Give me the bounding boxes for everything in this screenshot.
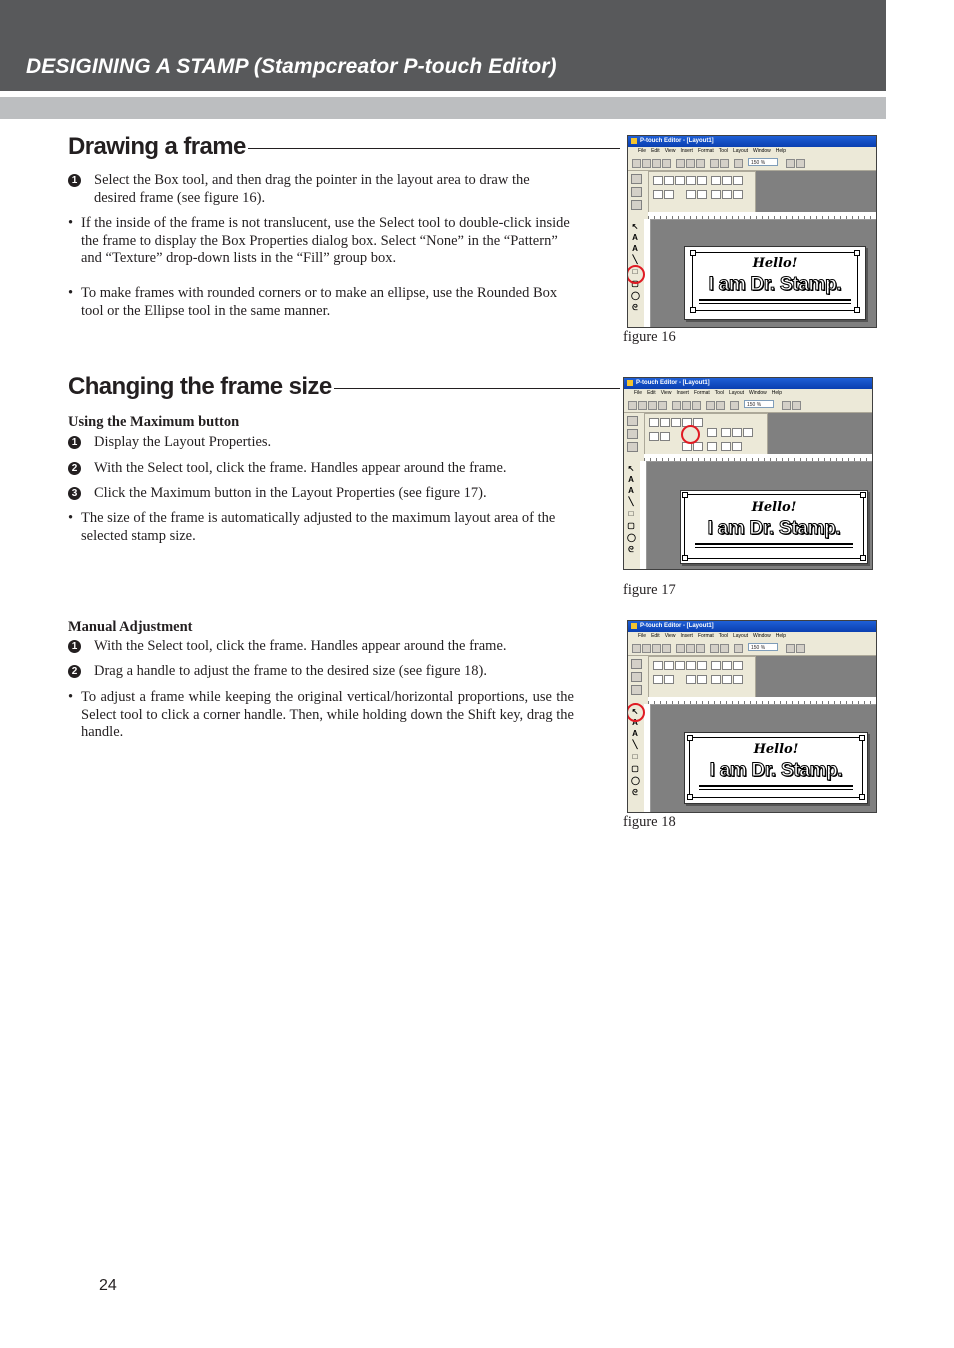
bullet-text: To adjust a frame while keeping the original vertical/horizontal proportions, use the Select tool to click a corner handle. Then, while holding down the Shift key, drag the handle. bbox=[81, 689, 574, 740]
stamp-line-hello: Hello! bbox=[753, 742, 799, 757]
zoom-in-icon bbox=[786, 644, 795, 653]
figure-17-caption: figure 17 bbox=[623, 582, 676, 598]
frame-handle bbox=[859, 735, 865, 741]
step-draw-1 bbox=[68, 172, 574, 207]
prop-icon bbox=[664, 176, 674, 185]
rounded-box-tool-icon: ▢ bbox=[631, 764, 639, 773]
window-title: P-touch Editor - [Layout1] bbox=[640, 623, 714, 629]
freehand-tool-icon: ᘓ bbox=[632, 788, 638, 797]
window-title: P-touch Editor - [Layout1] bbox=[640, 138, 714, 144]
menu-file: File bbox=[634, 390, 643, 396]
frame-handle bbox=[687, 735, 693, 741]
prop-icon bbox=[653, 176, 663, 185]
save-icon bbox=[648, 401, 657, 410]
copy-icon bbox=[682, 401, 691, 410]
menu-tool: Tool bbox=[718, 148, 728, 154]
zoom-select: 150 % bbox=[748, 158, 778, 166]
prop-icon bbox=[653, 190, 663, 199]
subheading-maximum-button: Using the Maximum button bbox=[68, 414, 240, 430]
cut-icon bbox=[676, 644, 685, 653]
frame-handle bbox=[854, 307, 860, 313]
frame-handle bbox=[690, 307, 696, 313]
stamp-underline bbox=[699, 299, 851, 301]
prop-icon bbox=[733, 661, 743, 670]
freehand-tool-icon: ᘓ bbox=[628, 545, 634, 554]
paste-icon bbox=[696, 159, 705, 168]
stamp-underline bbox=[699, 785, 853, 787]
prop-icon bbox=[722, 661, 732, 670]
heading-text: Drawing a frame bbox=[68, 133, 246, 160]
panel-icon bbox=[627, 416, 638, 426]
menu-layout: Layout bbox=[732, 148, 748, 154]
horizontal-ruler bbox=[648, 697, 876, 705]
layout-properties-panel bbox=[648, 656, 756, 698]
step-text: Display the Layout Properties. bbox=[94, 434, 272, 450]
prop-icon bbox=[722, 176, 732, 185]
stamp-canvas bbox=[684, 732, 868, 804]
text-tool-icon: A bbox=[632, 718, 638, 727]
prop-icon bbox=[653, 675, 663, 684]
redo-icon bbox=[720, 159, 729, 168]
step-number: 1 bbox=[68, 436, 81, 449]
step-number: 3 bbox=[68, 487, 81, 500]
frame-handle bbox=[860, 492, 866, 498]
menu-window: Window bbox=[753, 148, 771, 154]
menu-insert: Insert bbox=[680, 633, 693, 639]
open-icon bbox=[638, 401, 647, 410]
prop-icon bbox=[649, 418, 659, 427]
menu-layout: Layout bbox=[728, 390, 744, 396]
stamp-line-main: I am Dr. Stamp. bbox=[709, 760, 843, 781]
step-manual-2 bbox=[68, 663, 574, 681]
vertical-ruler bbox=[644, 704, 651, 812]
panel-icon bbox=[627, 429, 638, 439]
menu-format: Format bbox=[693, 390, 710, 396]
copy-icon bbox=[686, 159, 695, 168]
zoom-in-icon bbox=[786, 159, 795, 168]
menu-tool: Tool bbox=[718, 633, 728, 639]
step-max-3 bbox=[68, 485, 574, 503]
subheading-manual-adjustment: Manual Adjustment bbox=[68, 619, 193, 635]
vertical-text-tool-icon: A bbox=[632, 244, 638, 253]
toolbar bbox=[628, 156, 876, 171]
line-tool-icon: ╲ bbox=[628, 497, 634, 506]
menu-view: View bbox=[660, 390, 672, 396]
prop-icon bbox=[722, 675, 732, 684]
line-tool-icon: ╲ bbox=[632, 255, 638, 264]
horizontal-ruler bbox=[644, 454, 872, 462]
prop-icon bbox=[664, 675, 674, 684]
line-tool-icon: ╲ bbox=[632, 740, 638, 749]
print-icon bbox=[662, 159, 671, 168]
undo-icon bbox=[710, 159, 719, 168]
select-tool-icon: ↖ bbox=[631, 222, 639, 231]
app-icon bbox=[631, 623, 637, 629]
bullet-text: To make frames with rounded corners or to make an ellipse, use the Rounded Box tool or the Ellipse tool in the same manner. bbox=[81, 285, 558, 319]
toolbar bbox=[624, 398, 872, 413]
bullet-mark: • bbox=[68, 510, 74, 526]
prop-icon bbox=[697, 190, 707, 199]
figure-18-screenshot bbox=[627, 620, 877, 813]
menu-window: Window bbox=[749, 390, 767, 396]
prop-icon bbox=[711, 176, 721, 185]
toolbar bbox=[628, 641, 876, 656]
prop-icon bbox=[733, 190, 743, 199]
step-manual-1 bbox=[68, 638, 574, 656]
prop-icon bbox=[671, 418, 681, 427]
vertical-ruler bbox=[640, 461, 647, 569]
stamp-underline-thin bbox=[699, 303, 851, 304]
panel-icon bbox=[631, 659, 642, 669]
step-max-1 bbox=[68, 434, 574, 452]
prop-icon bbox=[733, 675, 743, 684]
window-titlebar bbox=[628, 621, 876, 632]
vertical-ruler bbox=[644, 219, 651, 327]
prop-icon bbox=[660, 418, 670, 427]
ellipse-tool-icon: ◯ bbox=[627, 533, 636, 542]
heading-text: Changing the frame size bbox=[68, 373, 332, 400]
menu-window: Window bbox=[753, 633, 771, 639]
figure-17-screenshot bbox=[623, 377, 873, 570]
freehand-tool-icon: ᘓ bbox=[632, 303, 638, 312]
frame-handle bbox=[682, 555, 688, 561]
menu-edit: Edit bbox=[651, 148, 660, 154]
prop-icon bbox=[653, 661, 663, 670]
prop-icon bbox=[660, 432, 670, 441]
page-header-title: DESIGINING A STAMP (Stampcreator P-touch Editor) bbox=[26, 55, 557, 78]
zoom-out-icon bbox=[792, 401, 801, 410]
prop-icon bbox=[743, 428, 753, 437]
zoom-out-icon bbox=[796, 644, 805, 653]
panel-icon bbox=[631, 672, 642, 682]
tool-palette bbox=[624, 461, 641, 569]
prop-icon bbox=[711, 661, 721, 670]
prop-icon bbox=[686, 675, 696, 684]
prop-icon bbox=[693, 442, 703, 451]
print-icon bbox=[662, 644, 671, 653]
text-icon bbox=[730, 401, 739, 410]
header-sub-bar bbox=[0, 97, 886, 119]
ellipse-tool-icon: ◯ bbox=[631, 776, 640, 785]
save-icon bbox=[652, 159, 661, 168]
stamp-line-hello: Hello! bbox=[751, 500, 797, 515]
heading-rule bbox=[248, 148, 620, 149]
prop-icon bbox=[697, 176, 707, 185]
menu-help: Help bbox=[771, 390, 783, 396]
prop-icon bbox=[664, 661, 674, 670]
menu-bar bbox=[628, 632, 876, 641]
vertical-text-tool-icon: A bbox=[632, 729, 638, 738]
layout-properties-panel bbox=[644, 413, 768, 455]
paste-icon bbox=[692, 401, 701, 410]
prop-icon bbox=[707, 442, 717, 451]
prop-icon bbox=[664, 190, 674, 199]
bullet-mark: • bbox=[68, 689, 74, 705]
zoom-out-icon bbox=[796, 159, 805, 168]
menu-edit: Edit bbox=[651, 633, 660, 639]
prop-icon bbox=[697, 661, 707, 670]
step-text: Select the Box tool, and then drag the pointer in the layout area to draw the desired frame (see figure 16). bbox=[94, 172, 530, 206]
menu-file: File bbox=[638, 633, 647, 639]
stamp-canvas bbox=[684, 246, 866, 320]
panel-icon bbox=[631, 187, 642, 197]
bullet-mark: • bbox=[68, 285, 74, 301]
bullet-draw-2 bbox=[68, 285, 574, 320]
horizontal-ruler bbox=[648, 212, 876, 220]
undo-icon bbox=[710, 644, 719, 653]
prop-icon bbox=[697, 675, 707, 684]
stamp-underline bbox=[695, 543, 853, 545]
text-icon bbox=[734, 159, 743, 168]
menu-tool: Tool bbox=[714, 390, 724, 396]
new-icon bbox=[632, 159, 641, 168]
prop-icon bbox=[675, 661, 685, 670]
app-icon bbox=[627, 380, 633, 386]
panel-icon bbox=[627, 442, 638, 452]
step-number: 2 bbox=[68, 665, 81, 678]
frame-handle bbox=[690, 250, 696, 256]
menu-format: Format bbox=[697, 633, 714, 639]
menu-insert: Insert bbox=[680, 148, 693, 154]
step-number: 1 bbox=[68, 174, 81, 187]
step-text: With the Select tool, click the frame. Handles appear around the frame. bbox=[94, 460, 507, 476]
menu-layout: Layout bbox=[732, 633, 748, 639]
stamp-line-main: I am Dr. Stamp. bbox=[708, 274, 842, 295]
vertical-text-tool-icon: A bbox=[628, 486, 634, 495]
copy-icon bbox=[686, 644, 695, 653]
menu-insert: Insert bbox=[676, 390, 689, 396]
bullet-text: The size of the frame is automatically adjusted to the maximum layout area of the selected stamp size. bbox=[81, 510, 556, 544]
menu-file: File bbox=[638, 148, 647, 154]
menu-bar bbox=[628, 147, 876, 156]
step-max-2 bbox=[68, 460, 574, 478]
cut-icon bbox=[672, 401, 681, 410]
redo-icon bbox=[716, 401, 725, 410]
prop-icon bbox=[686, 661, 696, 670]
stamp-line-main: I am Dr. Stamp. bbox=[707, 518, 841, 539]
bullet-manual-1 bbox=[68, 689, 574, 742]
undo-icon bbox=[706, 401, 715, 410]
step-number: 2 bbox=[68, 462, 81, 475]
window-titlebar bbox=[628, 136, 876, 147]
page-number: 24 bbox=[99, 1277, 117, 1294]
app-icon bbox=[631, 138, 637, 144]
figure-18-caption: figure 18 bbox=[623, 814, 676, 830]
open-icon bbox=[642, 644, 651, 653]
heading-rule bbox=[334, 388, 620, 389]
maximum-button-highlight-circle bbox=[681, 425, 700, 444]
paste-icon bbox=[696, 644, 705, 653]
prop-icon bbox=[721, 428, 731, 437]
open-icon bbox=[642, 159, 651, 168]
box-tool-icon: □ bbox=[632, 267, 638, 276]
prop-icon bbox=[649, 432, 659, 441]
prop-icon bbox=[686, 190, 696, 199]
rounded-box-tool-icon: ▢ bbox=[627, 521, 635, 530]
panel-icon bbox=[631, 200, 642, 210]
box-tool-icon: □ bbox=[628, 509, 634, 518]
menu-format: Format bbox=[697, 148, 714, 154]
text-tool-icon: A bbox=[628, 475, 634, 484]
section-heading-changing-size bbox=[68, 373, 620, 401]
menu-edit: Edit bbox=[647, 390, 656, 396]
panel-icon bbox=[631, 685, 642, 695]
zoom-select: 150 % bbox=[744, 400, 774, 408]
prop-icon bbox=[675, 176, 685, 185]
zoom-select: 150 % bbox=[748, 643, 778, 651]
figure-16-screenshot bbox=[627, 135, 877, 328]
bullet-text: If the inside of the frame is not translucent, use the Select tool to double-click inside the frame to display the Box Properties dialog box. Select “None” in the “Pattern” and “Texture” drop-down lists in the “Fill” group box. bbox=[81, 215, 570, 266]
save-icon bbox=[652, 644, 661, 653]
frame-handle bbox=[682, 492, 688, 498]
step-text: Click the Maximum button in the Layout Properties (see figure 17). bbox=[94, 485, 487, 501]
prop-icon bbox=[732, 428, 742, 437]
figure-16-caption: figure 16 bbox=[623, 329, 676, 345]
cut-icon bbox=[676, 159, 685, 168]
window-title: P-touch Editor - [Layout1] bbox=[636, 380, 710, 386]
rounded-box-tool-icon: ▢ bbox=[631, 279, 639, 288]
menu-view: View bbox=[664, 633, 676, 639]
bullet-draw-1 bbox=[68, 215, 574, 268]
prop-icon bbox=[732, 442, 742, 451]
frame-handle bbox=[854, 250, 860, 256]
stamp-canvas bbox=[680, 490, 868, 564]
menu-help: Help bbox=[775, 148, 787, 154]
frame-handle bbox=[687, 794, 693, 800]
redo-icon bbox=[720, 644, 729, 653]
new-icon bbox=[628, 401, 637, 410]
bullet-mark: • bbox=[68, 215, 74, 231]
panel-icon bbox=[631, 174, 642, 184]
ellipse-tool-icon: ◯ bbox=[631, 291, 640, 300]
select-tool-icon: ↖ bbox=[627, 464, 635, 473]
bullet-max-1 bbox=[68, 510, 574, 545]
menu-view: View bbox=[664, 148, 676, 154]
box-tool-icon: □ bbox=[632, 752, 638, 761]
step-text: With the Select tool, click the frame. Handles appear around the frame. bbox=[94, 638, 507, 654]
window-titlebar bbox=[624, 378, 872, 389]
frame-handle bbox=[860, 555, 866, 561]
text-icon bbox=[734, 644, 743, 653]
stamp-underline-thin bbox=[699, 789, 853, 790]
step-number: 1 bbox=[68, 640, 81, 653]
prop-icon bbox=[722, 190, 732, 199]
stamp-underline-thin bbox=[695, 547, 853, 548]
prop-icon bbox=[686, 176, 696, 185]
menu-help: Help bbox=[775, 633, 787, 639]
layout-properties-panel bbox=[648, 171, 756, 213]
print-icon bbox=[658, 401, 667, 410]
frame-handle bbox=[859, 794, 865, 800]
prop-icon bbox=[721, 442, 731, 451]
text-tool-icon: A bbox=[632, 233, 638, 242]
prop-icon bbox=[711, 190, 721, 199]
maximum-button-icon bbox=[707, 428, 717, 437]
menu-bar bbox=[624, 389, 872, 398]
new-icon bbox=[632, 644, 641, 653]
step-text: Drag a handle to adjust the frame to the desired size (see figure 18). bbox=[94, 663, 487, 679]
prop-icon bbox=[733, 176, 743, 185]
zoom-in-icon bbox=[782, 401, 791, 410]
stamp-line-hello: Hello! bbox=[752, 256, 798, 271]
prop-icon bbox=[711, 675, 721, 684]
select-tool-icon: ↖ bbox=[631, 707, 639, 716]
section-heading-drawing-frame bbox=[68, 133, 620, 161]
